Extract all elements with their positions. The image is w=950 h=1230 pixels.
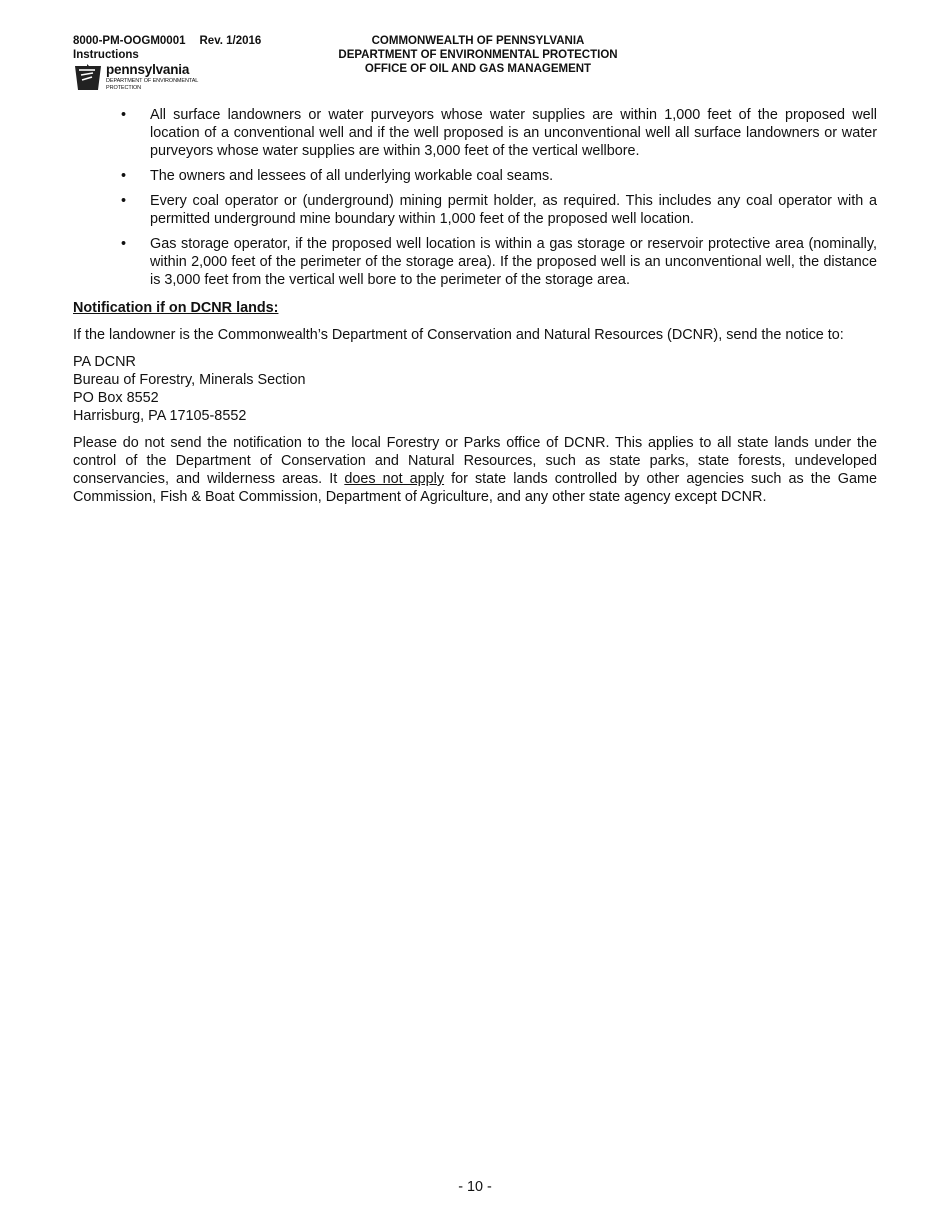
closing-emphasis: does not apply [344, 471, 445, 487]
list-item-text: The owners and lessees of all underlying workable coal seams. [150, 168, 554, 184]
agency-header [300, 34, 656, 76]
closing-text-2: for state lands controlled by other agencies such as the Game Commission, Fish & Boat Commission, Department of Agriculture, and any other state agency except DCNR. [73, 471, 877, 505]
doc-type: Instructions [73, 49, 139, 61]
agency-line-2: DEPARTMENT OF ENVIRONMENTAL PROTECTION [338, 49, 618, 61]
pa-dep-logo [73, 62, 233, 94]
logo-name: pennsylvania [106, 62, 190, 77]
list-item [73, 167, 877, 185]
section-heading: Notification if on DCNR lands: [73, 300, 279, 316]
mailing-address [73, 353, 877, 425]
header-left [73, 34, 261, 62]
address-line-4: Harrisburg, PA 17105-8552 [73, 408, 247, 424]
closing-text-1: Please do not send the notification to the local Forestry or Parks office of DCNR. This applies to all state lands under the control of the Department of Conservation and Natural Resources, such as state parks, state forests, undeveloped conservancies, and wilderness areas. It [73, 435, 877, 487]
form-number: 8000-PM-OOGM0001 [73, 35, 186, 47]
list-item [73, 106, 877, 160]
list-item-text: All surface landowners or water purveyors whose water supplies are within 1,000 feet of the proposed well location of a conventional well and if the well proposed is an unconventional well all surface landowners or water purveyors whose water supplies are within 3,000 feet of the vertical wellbore. [150, 107, 877, 159]
bullet-marker: • [121, 107, 127, 123]
list-item-text: Gas storage operator, if the proposed well location is within a gas storage or reservoir protective area (nominally, within 2,000 feet of the perimeter of the storage area). If the proposed well is an unconventional well, the distance is 3,000 feet from the vertical well bore to the perimeter of the storage area. [150, 236, 877, 288]
logo-subtitle [106, 78, 198, 91]
address-line-2: Bureau of Forestry, Minerals Section [73, 372, 306, 388]
agency-line-3: OFFICE OF OIL AND GAS MANAGEMENT [364, 63, 592, 75]
logo-sub-line1: DEPARTMENT OF ENVIRONMENTAL [106, 78, 199, 84]
agency-line-1: COMMONWEALTH OF PENNSYLVANIA [371, 35, 585, 47]
bullet-marker: • [121, 193, 127, 209]
notification-list [73, 106, 877, 289]
list-item [73, 192, 877, 228]
bullet-marker: • [121, 168, 127, 184]
address-line-1: PA DCNR [73, 354, 136, 370]
closing-paragraph [73, 434, 877, 506]
list-item-text: Every coal operator or (underground) mining permit holder, as required. This includes any coal operator with a permitted underground mine boundary within 1,000 feet of the proposed well location. [150, 193, 877, 227]
keystone-logo-icon [73, 62, 103, 92]
list-item [73, 235, 877, 289]
bullet-marker: • [121, 236, 127, 252]
page-number: - 10 - [458, 1179, 492, 1195]
document-body [73, 106, 877, 506]
form-id-line [73, 34, 261, 48]
logo-sub-line2: PROTECTION [106, 84, 142, 91]
dcnr-intro: If the landowner is the Commonwealth’s Department of Conservation and Natural Resources (DCNR), send the notice to: [73, 327, 844, 343]
address-line-3: PO Box 8552 [73, 390, 159, 406]
revision: Rev. 1/2016 [199, 35, 262, 47]
